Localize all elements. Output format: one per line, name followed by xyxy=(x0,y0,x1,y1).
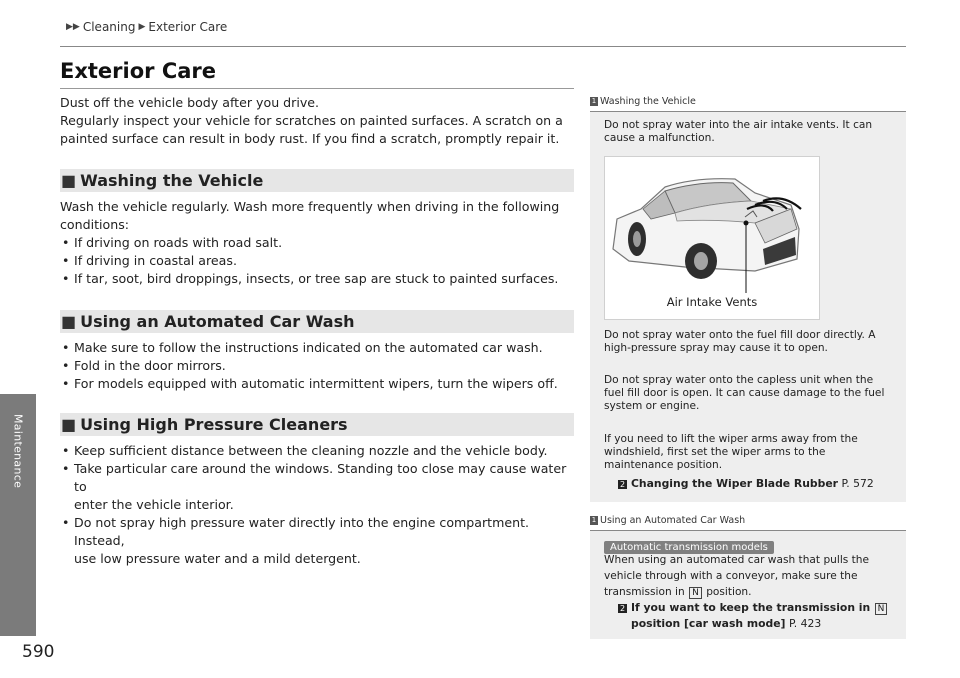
car-illustration xyxy=(604,156,820,320)
note-line: maintenance position. xyxy=(604,459,723,471)
reference-title[interactable]: If you want to keep the transmission in xyxy=(631,601,871,614)
reference-line xyxy=(618,600,888,616)
note-header-carwash xyxy=(590,515,745,526)
note-header-washing xyxy=(590,96,696,107)
reference-page[interactable]: P. 423 xyxy=(788,617,822,630)
reference-page[interactable]: P. 572 xyxy=(841,477,874,490)
list-item: • Make sure to follow the instructions indicated on the automated car wash. xyxy=(60,339,580,357)
note-line: Do not spray water into the air intake vents. It can xyxy=(604,119,873,131)
list-item: • Keep sufficient distance between the cleaning nozzle and the vehicle body. xyxy=(60,442,580,460)
reference-arrow-icon: 2 xyxy=(619,480,626,489)
note-line xyxy=(604,584,869,600)
square-bullet-icon: ■ xyxy=(61,312,77,331)
note-paragraph xyxy=(604,433,858,472)
section-heading-washing xyxy=(60,169,574,192)
note-line: fuel fill door is open. It can cause damage to the fuel xyxy=(604,387,885,399)
list-item: • If tar, soot, bird droppings, insects, or tree sap are stuck to painted surfaces. xyxy=(60,270,580,288)
n-position-key: N xyxy=(875,603,888,615)
note-line: Do not spray water onto the capless unit when the xyxy=(604,374,874,386)
note-line: When using an automated car wash that pulls the xyxy=(604,554,870,566)
title-divider xyxy=(60,88,574,89)
list-item-line: use low pressure water and a mild detergent. xyxy=(74,551,361,566)
note-text: transmission in xyxy=(604,586,685,598)
note-paragraph xyxy=(604,374,884,413)
note-line: cause a malfunction. xyxy=(604,132,715,144)
list-item: • If driving in coastal areas. xyxy=(60,252,580,270)
note-header-text: Using an Automated Car Wash xyxy=(600,515,746,526)
list-item-line: enter the vehicle interior. xyxy=(74,497,234,512)
note-line: high-pressure spray may cause it to open. xyxy=(604,342,828,354)
section-heading-text: Washing the Vehicle xyxy=(80,171,264,190)
section-heading-high-pressure xyxy=(60,413,574,436)
section-heading-automated-wash xyxy=(60,310,574,333)
section-heading-text: Using High Pressure Cleaners xyxy=(80,415,348,434)
breadcrumb xyxy=(66,20,227,34)
badge-text: Automatic transmission models xyxy=(604,541,774,554)
note-header-text: Washing the Vehicle xyxy=(600,96,696,107)
list-item-line: • Do not spray high pressure water directly into the engine compartment. Instead, xyxy=(74,515,530,548)
intro-line: Dust off the vehicle body after you drive. xyxy=(60,95,320,110)
note-text: position. xyxy=(706,586,752,598)
note-line: vehicle through with a conveyor, make sure the xyxy=(604,570,858,582)
note-paragraph xyxy=(604,119,872,145)
note-line: If you need to lift the wiper arms away from the xyxy=(604,433,858,445)
note-paragraph xyxy=(604,329,876,355)
header-divider xyxy=(60,46,906,47)
reference-link-wiper[interactable] xyxy=(618,477,874,490)
list-item xyxy=(60,514,580,568)
list-item: • If driving on roads with road salt. xyxy=(60,234,580,252)
list-item xyxy=(60,460,580,514)
reference-title[interactable]: position [car wash mode] xyxy=(631,617,786,630)
page-title: Exterior Care xyxy=(60,59,217,83)
n-position-key: N xyxy=(689,587,702,599)
intro-paragraph xyxy=(60,94,563,148)
washing-bullets xyxy=(60,234,580,288)
air-intake-vents-label: Air Intake Vents xyxy=(666,295,758,309)
square-bullet-icon: ■ xyxy=(61,171,77,190)
automated-wash-bullets xyxy=(60,339,580,393)
breadcrumb-arrow-icon: ▶▶ xyxy=(66,22,80,32)
breadcrumb-item-exterior-care[interactable]: Exterior Care xyxy=(148,20,228,34)
washing-paragraph xyxy=(60,198,580,234)
note-paragraph xyxy=(604,552,869,600)
reference-title[interactable]: Changing the Wiper Blade Rubber xyxy=(631,477,838,490)
list-item: • For models equipped with automatic intermittent wipers, turn the wipers off. xyxy=(60,375,580,393)
high-pressure-bullets xyxy=(60,442,580,568)
list-item-line: • Take particular care around the windows. Standing too close may cause water to xyxy=(74,461,567,494)
sidebar-label xyxy=(0,396,36,506)
note-marker-icon: 1 xyxy=(591,97,597,105)
note-line: system or engine. xyxy=(604,400,700,412)
washing-line: Wash the vehicle regularly. Wash more frequently when driving in the following xyxy=(60,199,560,214)
section-heading-text: Using an Automated Car Wash xyxy=(80,312,355,331)
breadcrumb-arrow-icon: ▶ xyxy=(138,22,146,32)
reference-arrow-icon: 2 xyxy=(619,604,626,613)
intro-line: Regularly inspect your vehicle for scratches on painted surfaces. A scratch on a xyxy=(60,113,563,128)
page-number: 590 xyxy=(22,642,55,662)
list-item: • Fold in the door mirrors. xyxy=(60,357,580,375)
breadcrumb-item-cleaning[interactable]: Cleaning xyxy=(82,20,136,34)
reference-line xyxy=(618,616,888,632)
sidebar-label-text: Maintenance xyxy=(11,413,25,489)
note-line: Do not spray water onto the fuel fill door directly. A xyxy=(604,329,876,341)
washing-line: conditions: xyxy=(60,217,130,232)
intro-line: painted surface can result in body rust. If you find a scratch, promptly repair it. xyxy=(60,131,560,146)
reference-link-carwash-mode[interactable] xyxy=(618,600,888,632)
square-bullet-icon: ■ xyxy=(61,415,77,434)
note-line: windshield, first set the wiper arms to the xyxy=(604,446,826,458)
note-marker-icon: 1 xyxy=(591,516,597,524)
